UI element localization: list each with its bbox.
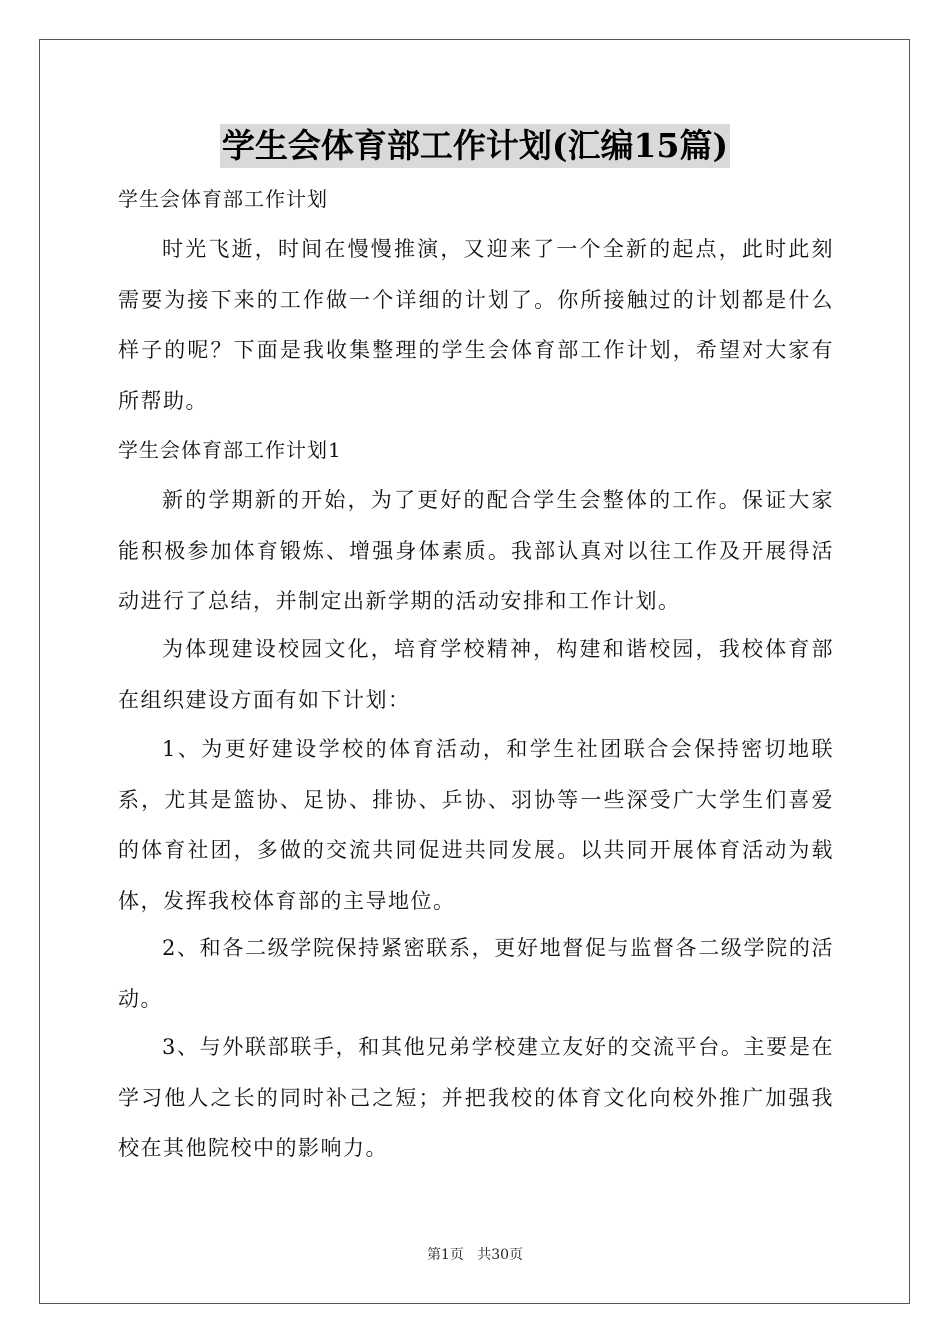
- document-title: 学生会体育部工作计划(汇编15篇): [220, 124, 730, 168]
- title-container: [0, 124, 950, 168]
- document-subtitle: 学生会体育部工作计划: [118, 187, 328, 211]
- body-paragraph-3: 1、为更好建设学校的体育活动，和学生社团联合会保持密切地联系，尤其是篮协、足协、排协、乒协、羽协等一些深受广大学生们喜爱的体育社团，多做的交流共同促进共同发展。以共同开展体育活动为载体，发挥我校体育部的主导地位。: [118, 737, 834, 913]
- page-footer: [0, 1245, 950, 1265]
- page-total: 共30页: [477, 1247, 524, 1263]
- body-paragraph-4: 2、和各二级学院保持紧密联系，更好地督促与监督各二级学院的活动。: [118, 936, 834, 1011]
- intro-paragraph: 时光飞逝，时间在慢慢推演，又迎来了一个全新的起点，此时此刻需要为接下来的工作做一个详细的计划了。你所接触过的计划都是什么样子的呢？下面是我收集整理的学生会体育部工作计划，希望对大家有所帮助。: [118, 237, 834, 413]
- body-paragraph-1: 新的学期新的开始，为了更好的配合学生会整体的工作。保证大家能积极参加体育锻炼、增强身体素质。我部认真对以往工作及开展得活动进行了总结，并制定出新学期的活动安排和工作计划。: [118, 488, 834, 613]
- body-paragraph-5: 3、与外联部联手，和其他兄弟学校建立友好的交流平台。主要是在学习他人之长的同时补己之短；并把我校的体育文化向校外推广加强我校在其他院校中的影响力。: [118, 1035, 834, 1160]
- section-heading: 学生会体育部工作计划1: [118, 438, 342, 462]
- body-paragraph-2: 为体现建设校园文化，培育学校精神，构建和谐校园，我校体育部在组织建设方面有如下计划：: [118, 637, 834, 712]
- page-number: 第1页: [426, 1247, 464, 1263]
